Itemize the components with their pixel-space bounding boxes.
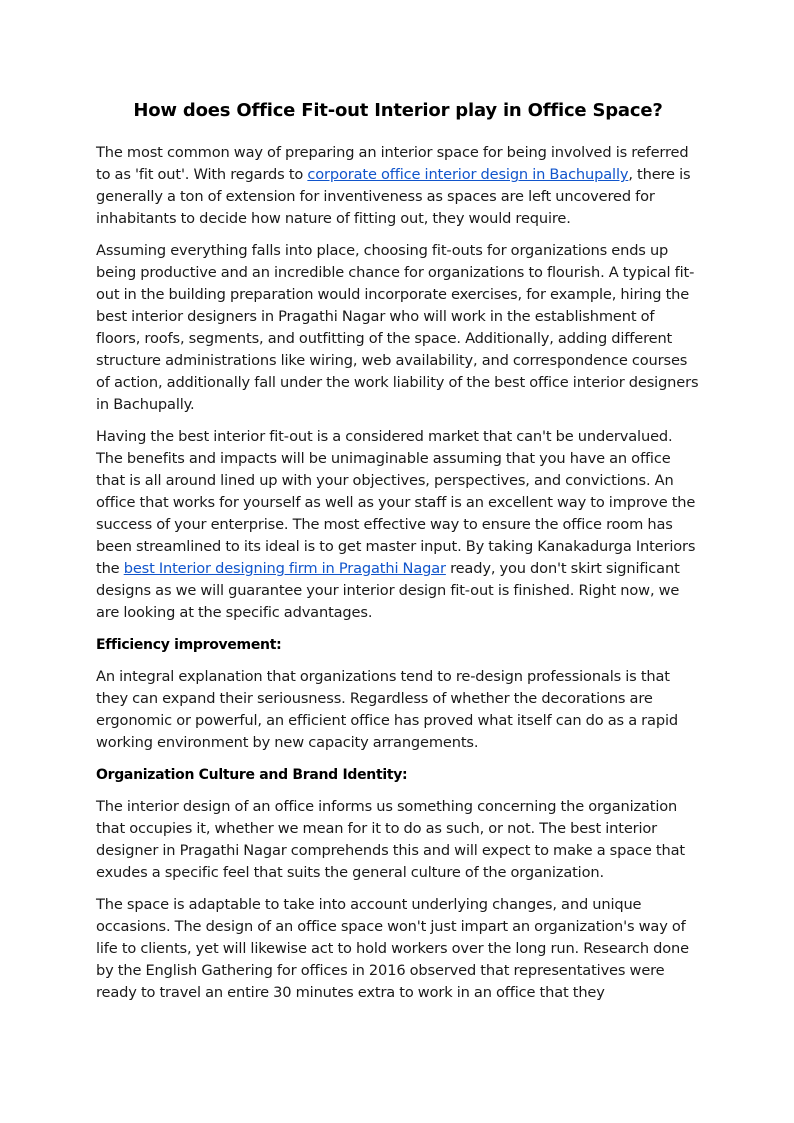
- paragraph-fit-out-choices: Assuming everything falls into place, choosing fit-outs for organizations ends up being productive and an incredible chance for organizations to flourish. A typical fit-out in the building preparation would incorporate exercises, for example, hiring the best interior designers in Pragathi Nagar who will work in the establishment of floors, roofs, segments, and outfitting of the space. Additionally, adding different structure administrations like wiring, web availability, and correspondence courses of action, additionally fall under the work liability of the best office interior designers in Bachupally.: [96, 242, 699, 413]
- paragraph-text: , there is generally a ton of extension for inventiveness as spaces are left uncovered for inhabitants to decide how nature of fitting out, they would require.: [96, 166, 691, 227]
- paragraph-efficiency: An integral explanation that organizations tend to re-design professionals is that they can expand their seriousness. Regardless of whether the decorations are ergonomic or powerful, an efficient office has proved what itself can do as a rapid working environment by new capacity arrangements.: [96, 668, 678, 751]
- paragraph-best-fit-out: [96, 426, 700, 624]
- page-title: How does Office Fit-out Interior play in Office Space?: [133, 100, 663, 121]
- paragraph-organization-culture: The interior design of an office informs us something concerning the organization that occupies it, whether we mean for it to do as such, or not. The best interior designer in Pragathi Nagar comprehends this and will expect to make a space that exudes a specific feel that suits the general culture of the organization.: [96, 798, 685, 881]
- document-page: [96, 98, 700, 1014]
- best-interior-designing-firm-link[interactable]: best Interior designing firm in Pragathi Nagar: [123, 560, 446, 577]
- paragraph-adaptable-space: The space is adaptable to take into account underlying changes, and unique occasions. The design of an office space won't just impart an organization's way of life to clients, yet will likewise act to hold workers over the long run. Research done by the English Gathering for offices in 2016 observed that representatives were ready to travel an entire 30 minutes extra to work in an office that they: [96, 896, 689, 1001]
- corporate-office-interior-design-link[interactable]: corporate office interior design in Bachupally: [307, 166, 629, 183]
- paragraph-text: ready, you don't skirt significant designs as we will guarantee your interior design fit-out is finished. Right now, we are looking at the specific advantages.: [96, 560, 680, 621]
- paragraph-text: The most common way of preparing an interior space for being involved is referred to as 'fit out'. With regards to: [96, 144, 689, 183]
- paragraph-text: Having the best interior fit-out is a considered market that can't be undervalued. The benefits and impacts will be unimaginable assuming that you have an office that is all around lined up with your objectives, perspectives, and convictions. An office that works for yourself as well as your staff is an excellent way to improve the success of your enterprise. The most effective way to ensure the office room has been streamlined to its ideal is to get master input. By taking Kanakadurga Interiors the: [96, 428, 696, 577]
- heading-efficiency-improvement: Efficiency improvement:: [96, 637, 282, 653]
- heading-organization-culture: Organization Culture and Brand Identity:: [96, 767, 408, 783]
- paragraph-fit-out-intro: [96, 142, 700, 230]
